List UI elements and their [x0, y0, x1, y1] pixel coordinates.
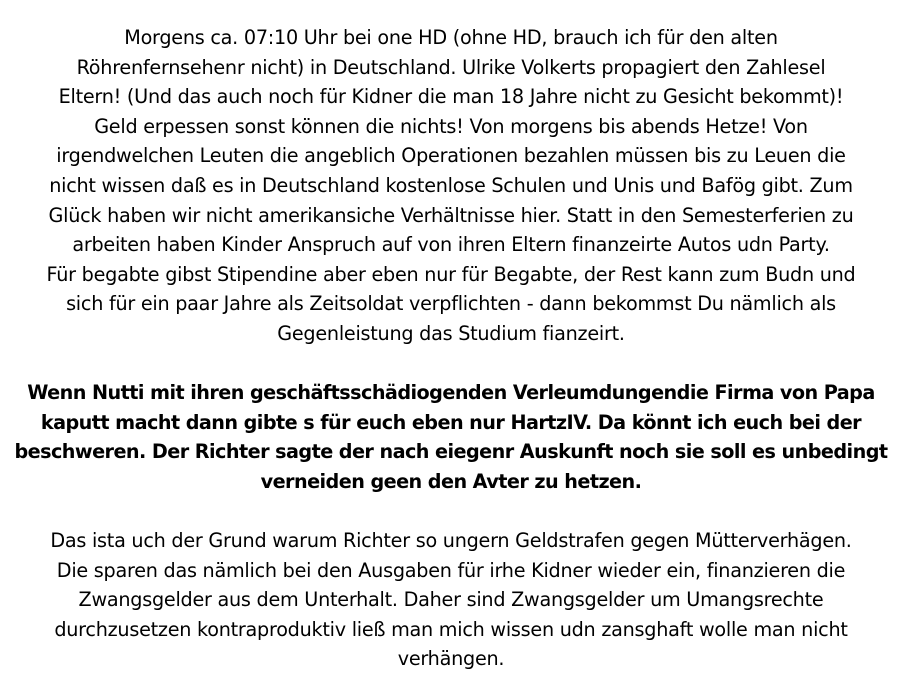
paragraph-1-line: Für begabte gibst Stipendine aber eben nur für Begabte, der Rest kann zum Budn und: [46, 262, 856, 286]
paragraph-spacer: [8, 349, 894, 379]
paragraph-1-line: irgendwelchen Leuten die angeblich Operationen bezahlen müssen bis zu Leuen die: [56, 144, 846, 168]
paragraph-3-line: Die sparen das nämlich bei den Ausgaben für irhe Kidner wieder ein, finanzieren die: [56, 558, 846, 582]
paragraph-1-line: Geld erpessen sonst können die nichts! Von morgens bis abends Hetze! Von: [94, 114, 808, 138]
paragraph-1-line: sich für ein paar Jahre als Zeitsoldat verpflichten - dann bekommst Du nämlich als: [66, 292, 836, 316]
paragraph-2-line: kaputt macht dann gibte s für euch eben nur HartzIV. Da könnt ich euch bei der: [40, 410, 862, 434]
paragraph-1-line: Glück haben wir nicht amerikansiche Verhältnisse hier. Statt in den Semesterferien zu: [48, 203, 854, 227]
paragraph-1-line: nicht wissen daß es in Deutschland kostenlose Schulen und Unis und Bafög gibt. Zum: [49, 173, 853, 197]
paragraph-3-line: verhängen.: [397, 647, 505, 671]
paragraph-3: [8, 526, 894, 674]
paragraph-3-line: Zwangsgelder aus dem Unterhalt. Daher sind Zwangsgelder um Umangsrechte: [78, 588, 824, 612]
paragraph-1: [8, 23, 894, 349]
paragraph-3-line: durchzusetzen kontraproduktiv ließ man mich wissen udn zansghaft wolle man nicht: [54, 617, 848, 641]
paragraph-2-line: verneiden geen den Avter zu hetzen.: [260, 469, 642, 493]
paragraph-2-bold: [8, 378, 894, 496]
paragraph-spacer: [8, 497, 894, 527]
paragraph-1-line: Eltern! (Und das auch noch für Kidner die man 18 Jahre nicht zu Gesicht bekommt)!: [58, 85, 844, 109]
paragraph-1-line: arbeiten haben Kinder Anspruch auf von ihren Eltern finanzeirte Autos udn Party.: [72, 233, 830, 257]
paragraph-2-line: beschweren. Der Richter sagte der nach eiegenr Auskunft noch sie soll es unbedingt: [14, 440, 888, 464]
paragraph-1-line: Röhrenfernsehenr nicht) in Deutschland. Ulrike Volkerts propagiert den Zahlesel: [76, 55, 826, 79]
paragraph-2-line: Wenn Nutti mit ihren geschäftsschädiogenden Verleumdungendie Firma von Papa: [27, 381, 875, 405]
paragraph-1-line: Gegenleistung das Studium fianzeirt.: [277, 321, 625, 345]
paragraph-1-line: Morgens ca. 07:10 Uhr bei one HD (ohne HD, brauch ich für den alten: [124, 26, 778, 49]
paragraph-3-line: Das ista uch der Grund warum Richter so ungern Geldstrafen gegen Mütterverhägen.: [50, 529, 852, 553]
